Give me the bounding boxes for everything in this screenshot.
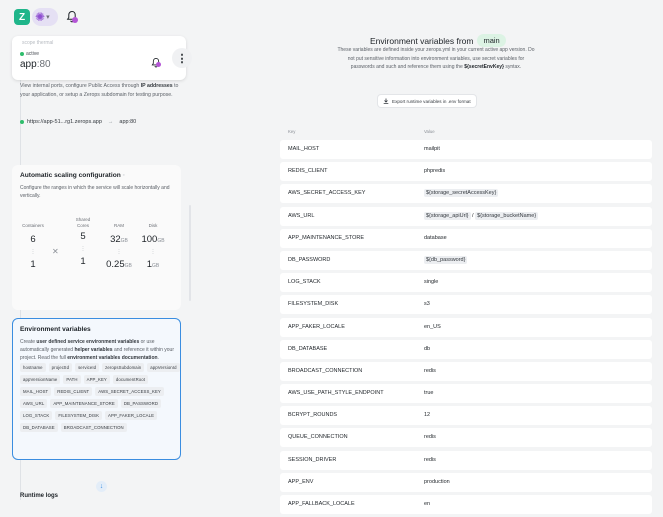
env-value (424, 479, 450, 485)
env-tag[interactable]: FILESYSTEM_DISK (55, 411, 102, 420)
chevron-down-icon: ↓ (99, 483, 104, 490)
env-tag[interactable]: AWS_URL (20, 399, 47, 408)
env-value-text: phpredis (424, 168, 446, 175)
top-bar (0, 0, 200, 34)
service-detail-column (0, 30, 190, 500)
env-tag[interactable]: serviceId (75, 363, 99, 372)
scaling-max-value: 100 (141, 234, 158, 245)
env-value-text: db (424, 345, 431, 352)
env-title-text: Environment variables from (370, 35, 474, 46)
status-dot (20, 52, 24, 56)
env-tag[interactable]: DB_PASSWORD (121, 399, 161, 408)
env-value (424, 434, 436, 440)
col-header-key: Key (288, 129, 296, 134)
scaling-min (105, 259, 133, 270)
env-value (424, 146, 440, 152)
env-tag[interactable]: REDIS_CLIENT (54, 387, 92, 396)
env-tag[interactable]: hostname (20, 363, 46, 372)
scaling-min-value: 1 (80, 256, 86, 267)
table-row[interactable] (280, 140, 652, 159)
scaling-desc: Configure the ranges in which the service will scale horizontally and vertically. (20, 185, 170, 199)
table-row[interactable] (280, 384, 652, 403)
kebab-icon: ⋮ (176, 52, 188, 65)
env-key: AWS_SECRET_ACCESS_KEY (288, 190, 366, 197)
scaling-min (18, 259, 48, 270)
env-value (424, 346, 430, 352)
env-tag[interactable]: documentRoot (113, 375, 148, 384)
env-tag[interactable]: DB_DATABASE (20, 423, 58, 432)
scaling-max (18, 234, 48, 245)
scaling-max-value: 6 (30, 234, 36, 245)
scaling-panel (12, 165, 181, 310)
env-panel-title: Environment variables (20, 326, 91, 333)
env-desc-text: syntax. (503, 64, 522, 70)
arrow-right-icon: → (107, 119, 114, 125)
status-dot (20, 120, 24, 124)
more-options-button[interactable] (172, 48, 192, 68)
scaling-unit: GB (157, 238, 165, 244)
service-status (20, 51, 39, 57)
scaling-min-value: 1 (146, 259, 153, 270)
scaling-col-disk[interactable] (138, 223, 168, 270)
env-tag[interactable]: MAIL_HOST (20, 387, 51, 396)
scaling-col-label: Disk (148, 223, 158, 228)
env-value-text: true (424, 390, 434, 397)
env-docs-link[interactable]: environment variables documentation (67, 355, 158, 361)
env-value-text: redis (424, 434, 436, 441)
table-row[interactable] (280, 451, 652, 470)
service-name (20, 59, 51, 70)
service-notifications-button[interactable] (151, 56, 161, 68)
scaling-title (20, 172, 125, 179)
scaling-unit: GB (120, 238, 128, 244)
env-value (424, 235, 447, 241)
range-dots: ⋮ (150, 249, 156, 255)
scaling-col-label: RAM (114, 223, 124, 228)
table-row[interactable] (280, 473, 652, 492)
scaling-col-containers[interactable] (18, 223, 48, 270)
scaling-max-value: 5 (80, 231, 86, 242)
env-tag[interactable]: zeropsSubdomain (102, 363, 144, 372)
notifications-button[interactable] (66, 10, 78, 24)
next-section-title: Runtime logs (20, 493, 59, 499)
env-value-text: database (424, 234, 447, 241)
env-value-text: production (424, 478, 450, 485)
env-key: AWS_USE_PATH_STYLE_ENDPOINT (288, 390, 384, 397)
env-key: SESSION_DRIVER (288, 456, 337, 463)
secret-syntax: ${secretEnvKey} (464, 64, 504, 70)
table-row[interactable] (280, 406, 652, 425)
env-value (424, 190, 498, 196)
env-value (424, 457, 436, 463)
separator: / (470, 212, 476, 219)
env-key: APP_MAINTENANCE_STORE (288, 234, 365, 241)
scroll-down-button[interactable] (96, 481, 107, 492)
env-key: FILESYSTEM_DISK (288, 301, 339, 308)
env-desc-text: These variables are defined inside your zerops.yml in your current active app version. Do not put sensitive information into environment variables, use secret variables for passwords and such and reference them using the (337, 47, 535, 70)
subdomain-row (20, 119, 136, 125)
scaling-min-value: 0.25 (106, 259, 125, 270)
notification-dot (72, 17, 78, 23)
env-reference: ${storage_bucketName} (477, 212, 537, 219)
scaling-min (138, 259, 168, 270)
env-key: APP_FALLBACK_LOCALE (288, 501, 355, 507)
env-desc-text: . (157, 355, 159, 361)
range-dots: ⋮ (116, 249, 122, 255)
zerops-logo[interactable]: Z (14, 9, 30, 25)
env-desc-text: or use automatically generated (20, 339, 155, 353)
env-value (424, 301, 430, 307)
service-name-text: app (20, 59, 37, 70)
env-key: BROADCAST_CONNECTION (288, 367, 363, 374)
env-value-text: single (424, 279, 439, 286)
env-tag[interactable]: AWS_SECRET_ACCESS_KEY (95, 387, 164, 396)
table-row[interactable] (280, 184, 652, 203)
env-value (424, 501, 430, 507)
env-value (424, 324, 441, 330)
status-text: active (26, 51, 40, 57)
table-row[interactable] (280, 162, 652, 181)
ports-text: View internal ports, configure Public Access through (20, 83, 141, 89)
env-key: DB_PASSWORD (288, 256, 331, 263)
env-desc-text: and reference it within your project. Read the full (20, 347, 174, 361)
close-icon: ✕ (52, 247, 59, 256)
env-value (424, 279, 438, 285)
download-icon (383, 98, 389, 104)
env-tag[interactable]: APP_MAINTENANCE_STORE (50, 399, 117, 408)
env-value-text: en_US (424, 323, 441, 330)
scaling-max-value: 32 (110, 234, 121, 245)
env-key: AWS_URL (288, 212, 315, 219)
scaling-max (68, 231, 98, 242)
env-value (424, 412, 430, 418)
env-tag[interactable]: appVersionName (20, 375, 60, 384)
chevron-down-icon: ▾ (46, 14, 50, 21)
env-desc-text: Create (20, 339, 37, 345)
scaling-title-text: Automatic scaling configuration (20, 172, 121, 179)
notification-dot (156, 62, 161, 67)
scrollbar[interactable] (189, 205, 191, 301)
env-value-text: s3 (424, 301, 430, 308)
branch-badge: main (477, 34, 505, 47)
env-value (424, 368, 436, 374)
env-reference: ${storage_secretAccessKey} (426, 190, 497, 197)
env-tag[interactable]: APP_KEY (84, 375, 110, 384)
env-key: MAIL_HOST (288, 146, 320, 152)
env-value-text: 12 (424, 412, 431, 419)
env-key: QUEUE_CONNECTION (288, 434, 348, 441)
scaling-unit: GB (124, 263, 132, 269)
table-row[interactable] (280, 229, 652, 248)
env-value (424, 257, 467, 263)
ports-description (20, 82, 182, 99)
range-dots: ⋮ (30, 249, 36, 255)
env-tag[interactable]: PATH (63, 375, 80, 384)
table-row[interactable] (280, 495, 652, 514)
range-dots: ⋮ (80, 246, 86, 252)
service-port: :80 (36, 59, 51, 70)
env-tag-list (20, 363, 180, 432)
env-value (424, 213, 538, 219)
env-tag[interactable]: projectId (49, 363, 72, 372)
scaling-col-ram[interactable] (105, 223, 133, 270)
env-tag[interactable]: BROADCAST_CONNECTION (61, 423, 127, 432)
ports-text: to your application, or setup a Zerops subdomain for testing purpose. (20, 83, 179, 98)
subdomain-target: app:80 (119, 119, 137, 125)
table-row[interactable] (280, 340, 652, 359)
env-key: DB_DATABASE (288, 345, 328, 352)
subdomain-url[interactable]: https://app-51...rg1.zerops.app (27, 119, 102, 125)
project-switcher[interactable] (32, 8, 58, 26)
env-value (424, 390, 433, 396)
env-value-text: redis (424, 456, 436, 463)
env-panel-desc (20, 338, 178, 362)
table-row[interactable] (280, 295, 652, 314)
service-card[interactable] (12, 36, 186, 80)
scaling-unit: GB (152, 263, 160, 269)
scaling-col-label: Shared Cores (75, 217, 91, 228)
export-label: Export runtime variables in .env format (392, 98, 471, 104)
env-key: REDIS_CLIENT (288, 168, 328, 175)
env-reference: ${db_password} (426, 256, 466, 263)
table-row[interactable] (280, 428, 652, 447)
helper-vars-link[interactable]: helper variables (74, 347, 113, 353)
scaling-max (105, 234, 133, 245)
env-variables-panel[interactable] (12, 318, 181, 460)
service-faded-label: scope thermal (22, 40, 54, 46)
env-description (336, 46, 536, 72)
scaling-col-label: Containers (22, 223, 44, 228)
env-table (280, 140, 652, 517)
table-row[interactable] (280, 273, 652, 292)
table-row[interactable] (280, 362, 652, 381)
scaling-min-value: 1 (30, 259, 36, 270)
env-reference: ${storage_apiUrl} (426, 212, 469, 219)
table-row[interactable] (280, 318, 652, 337)
env-key: BCRYPT_ROUNDS (288, 412, 338, 419)
env-key: APP_ENV (288, 478, 314, 485)
ip-addresses-link[interactable]: IP addresses (140, 83, 173, 89)
env-value-text: en (424, 501, 431, 507)
export-env-button[interactable] (378, 95, 476, 107)
env-tag[interactable]: appVersionId (147, 363, 179, 372)
gear-icon: ✺ (35, 10, 46, 24)
env-value-text: redis (424, 367, 436, 374)
help-icon[interactable]: ◦ (122, 172, 125, 179)
env-key: LOG_STACK (288, 279, 321, 286)
scaling-max (138, 234, 168, 245)
table-row[interactable] (280, 207, 652, 226)
env-key: APP_FAKER_LOCALE (288, 323, 345, 330)
scaling-min (68, 256, 98, 267)
col-header-value: Value (424, 129, 435, 134)
table-row[interactable] (280, 251, 652, 270)
scaling-col-cores[interactable] (68, 217, 98, 267)
user-defined-vars-link[interactable]: user defined service environment variables (36, 339, 140, 345)
env-value (424, 168, 445, 174)
env-value-text: mailpit (424, 146, 440, 152)
env-tag[interactable]: APP_FAKER_LOCALE (105, 411, 157, 420)
env-tag[interactable]: LOG_STACK (20, 411, 52, 420)
